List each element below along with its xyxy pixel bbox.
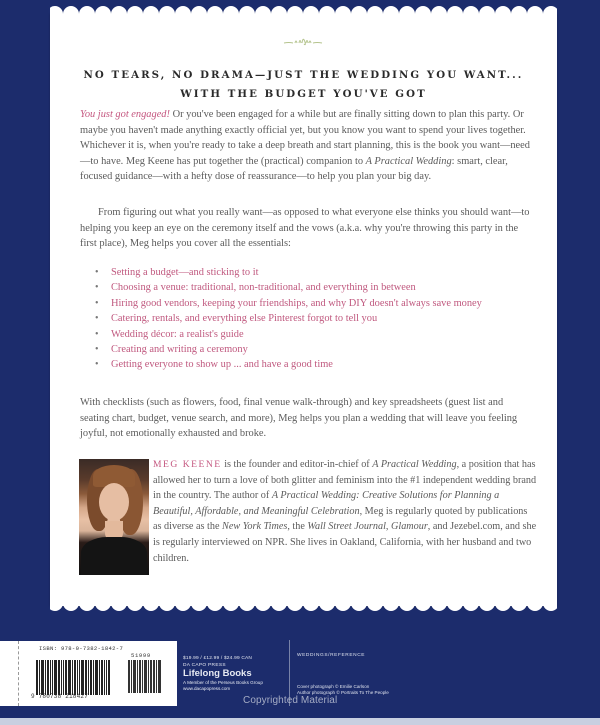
essentials-item: • Catering, rentals, and everything else Pinterest forgot to tell you	[95, 311, 535, 326]
essentials-item: • Wedding décor: a realist's guide	[95, 327, 535, 342]
publisher-website: www.dacapopress.com	[183, 686, 231, 691]
price-list: $19.99 / £12.99 / $24.99 CAN	[183, 656, 253, 661]
cover-photo-credit: Cover photograph © Emilie Carlson	[297, 684, 370, 689]
flourish-ornament-icon	[283, 34, 323, 46]
intro-text-b: : smart, clear, focused guidance—with a hefty dose of reassurance—to help you plan your big day.	[80, 155, 508, 183]
headline	[60, 66, 547, 104]
barcode-digits: 9 780738 218427	[31, 693, 89, 700]
barcode-icon	[36, 660, 111, 695]
headline-line-1: NO TEARS, NO DRAMA—JUST THE WEDDING YOU WANT...	[83, 69, 524, 81]
scallop-edge-top	[50, 5, 557, 17]
essentials-item: • Getting everyone to show up ... and have a good time	[95, 357, 535, 372]
bio-text: , the	[287, 521, 308, 533]
press-name: DA CAPO PRESS	[183, 663, 226, 668]
bio-publication: New York Times	[222, 521, 288, 533]
bio-text: , and Jezebel.com, and she is regularly interviewed on NPR. She lives in Oakland, California, with her husband and two children.	[153, 521, 537, 564]
author-bio	[153, 457, 538, 566]
author-photo	[79, 459, 149, 575]
imprint-logo: Lifelong Books	[183, 668, 252, 679]
bio-book-title: A Practical Wedding: Creative Solutions for Planning a Beautiful, Affordable, and Meaningful Celebration	[153, 490, 500, 517]
bio-text: ,	[385, 521, 391, 533]
intro-book-title: A Practical Wedding	[365, 155, 452, 167]
bio-text: , Meg is regularly quoted by publications as diverse as the	[153, 505, 528, 533]
headline-line-2: WITH THE BUDGET YOU'VE GOT	[180, 88, 427, 100]
price-barcode-icon	[128, 660, 162, 693]
essentials-item: • Setting a budget—and sticking to it	[95, 265, 535, 280]
bio-text: , a position that has allowed her to turn a love of both glitter and feminism into the #1 independent wedding brand in the country. The author of	[153, 459, 537, 502]
essentials-intro-paragraph: From figuring out what you really want—as opposed to what everyone else thinks you should want—to helping you keep an eye on the ceremony itself and the vows (a.k.a. why you're throwing this party in the first place), Meg helps you cover all the essentials:	[80, 207, 530, 250]
bio-text: is the founder and editor-in-chief of	[221, 459, 373, 470]
author-name: MEG KEENE	[153, 459, 222, 470]
publisher-member: A Member of the Perseus Books Group	[183, 680, 263, 685]
intro-lead: You just got engaged!	[80, 109, 170, 120]
essentials-item: • Creating and writing a ceremony	[95, 342, 535, 357]
copyright-watermark: Copyrighted Material	[243, 695, 338, 706]
essentials-list	[95, 265, 535, 373]
category-label: WEDDINGS/REFERENCE	[297, 653, 366, 658]
publisher-info	[183, 656, 263, 691]
price-code: 51999	[131, 652, 151, 659]
checklists-paragraph: With checklists (such as flowers, food, final venue walk-through) and key spreadsheets (guest list and seating chart, budget, venue search, and more), Meg helps you plan a wedding that will leave you feeling joyful, not emotionally exhausted and broke.	[80, 397, 518, 440]
essentials-item: • Choosing a venue: traditional, non-traditional, and everything in between	[95, 280, 535, 295]
isbn-label: ISBN: 978-0-7382-1842-7	[39, 645, 124, 652]
bio-publication: Wall Street Journal	[307, 521, 386, 533]
bio-site-title: A Practical Wedding	[372, 459, 457, 470]
barcode-cut-line	[18, 641, 19, 706]
intro-text-a: Or you've been engaged for a while but are finally sitting down to plan this party. Or maybe you haven't made anything exactly official yet, but you know you want to spend your lives together. Whichever it is, when you're ready to take a deep breath and start planning, this is the book you want—need—to have. Meg Keene has put together the (practical) companion to	[80, 109, 530, 167]
bio-publication: Glamour	[391, 521, 428, 533]
cover-edge	[0, 718, 600, 725]
author-photo-credit: Author photograph © Portraits To The People	[297, 690, 389, 695]
intro-paragraph	[80, 107, 535, 185]
scallop-edge-bottom	[50, 602, 557, 614]
essentials-item: • Hiring good vendors, keeping your friendships, and why DIY doesn't always save money	[95, 296, 535, 311]
